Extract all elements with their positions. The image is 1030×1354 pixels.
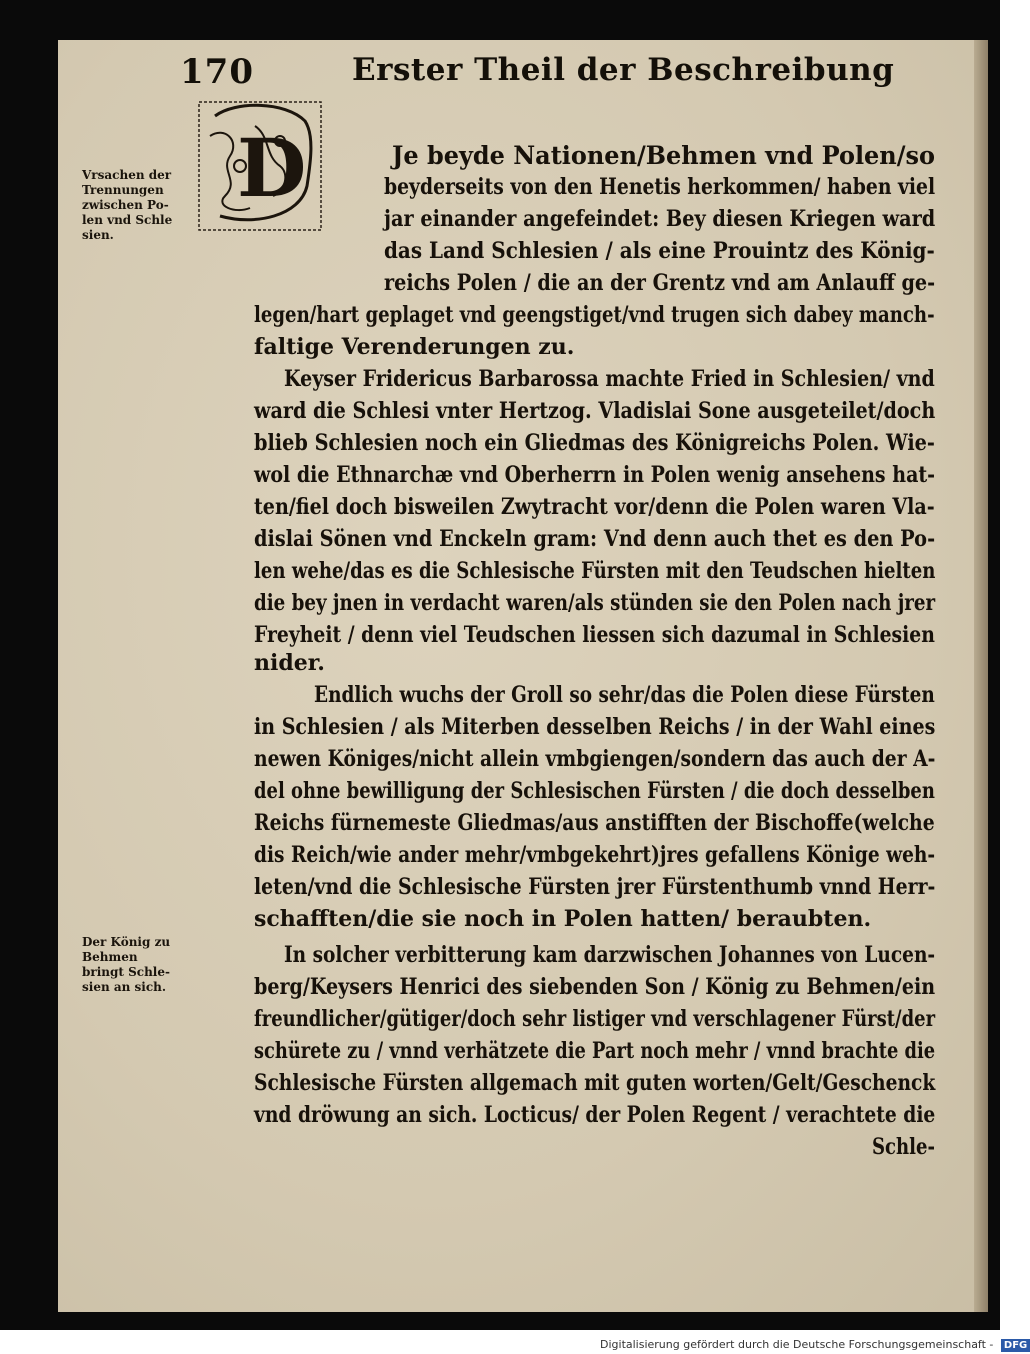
text-line: freundlicher/gütiger/doch sehr listiger vnd verschlagener Fürst/der <box>254 1006 936 1032</box>
text-line: reichs Polen / die an der Grentz vnd am Anlauff ge- <box>384 270 936 296</box>
text-line: leten/vnd die Schlesische Fürsten jrer Fürstenthumb vnnd Herr- <box>254 874 936 900</box>
digitization-footer <box>600 1338 1030 1352</box>
text-line: ward die Schlesi vnter Hertzog. Vladislai Sone ausgeteilet/doch <box>254 398 936 424</box>
margin-note-line: Behmen <box>82 950 138 964</box>
text-line: blieb Schlesien noch ein Gliedmas des Königreichs Polen. Wie- <box>254 430 935 456</box>
margin-note-line: zwischen Po- <box>82 198 169 212</box>
margin-note-line: len vnd Schle <box>82 213 173 227</box>
text-line: faltige Verenderungen zu. <box>254 334 575 360</box>
text-line: dislai Sönen vnd Enckeln gram: Vnd denn auch thet es den Po- <box>254 526 936 552</box>
margin-note-line: sien an sich. <box>82 980 167 994</box>
text-line: schafften/die sie noch in Polen hatten/ beraubten. <box>254 906 872 932</box>
page-header <box>180 48 895 98</box>
text-line: das Land Schlesien / als eine Prouintz des König- <box>384 238 935 264</box>
dfg-logo-icon: DFG <box>1001 1339 1030 1352</box>
text-line: legen/hart geplaget vnd geengstiget/vnd trugen sich dabey manch- <box>254 302 935 328</box>
text-line: del ohne bewilligung der Schlesischen Fürsten / die doch desselben <box>254 778 935 804</box>
text-line: in Schlesien / als Miterben desselben Reichs / in der Wahl eines <box>254 714 936 740</box>
text-line: Schlesische Fürsten allgemach mit guten worten/Gelt/Geschenck <box>254 1070 936 1096</box>
text-line: wol die Ethnarchæ vnd Oberherrn in Polen wenig ansehens hat- <box>254 462 936 488</box>
margin-note-line: Der König zu <box>82 935 171 949</box>
margin-note-king <box>82 935 182 995</box>
text-line: schürete zu / vnnd verhätzete die Part noch mehr / vnnd brachte die <box>254 1038 936 1064</box>
text-line: Endlich wuchs der Groll so sehr/das die Polen diese Fürsten <box>314 682 935 708</box>
text-line: newen Königes/nicht allein vmbgiengen/sondern das auch der A- <box>254 746 936 772</box>
margin-note-line: bringt Schle- <box>82 965 170 979</box>
running-title: Erster Theil der Beschreibung <box>352 52 895 88</box>
text-line: Je beyde Nationen/Behmen vnd Polen/so <box>392 141 935 170</box>
text-line: Freyheit / denn viel Teudschen liessen sich dazumal in Schlesien <box>254 622 935 648</box>
text-line: nider. <box>254 650 325 676</box>
ornament-icon <box>195 96 325 236</box>
text-line: jar einander angefeindet: Bey diesen Kriegen ward <box>384 206 936 232</box>
footer-text: Digitalisierung gefördert durch die Deutsche Forschungsgemeinschaft - <box>600 1338 994 1351</box>
text-line: berg/Keysers Henrici des siebenden Son / König zu Behmen/ein <box>254 974 936 1000</box>
decorated-initial <box>195 96 325 236</box>
text-line: len wehe/das es die Schlesische Fürsten mit den Teudschen hielten <box>254 558 936 584</box>
text-line: Reichs fürnemeste Gliedmas/aus anstifften der Bischoffe(welche <box>254 810 935 836</box>
margin-note-line: Trennungen <box>82 183 164 197</box>
page-edge-shadow <box>974 40 988 1312</box>
text-line: vnd dröwung an sich. Locticus/ der Polen Regent / verachtete die <box>254 1102 936 1128</box>
text-line: dis Reich/wie ander mehr/vmbgekehrt)jres gefallens Könige weh- <box>254 842 936 868</box>
initial-letter: D <box>237 121 307 215</box>
text-line: In solcher verbitterung kam darzwischen Johannes von Lucen- <box>284 942 936 968</box>
margin-note-line: sien. <box>82 228 114 242</box>
margin-note-causes <box>82 168 182 243</box>
text-line: Keyser Fridericus Barbarossa machte Fried in Schlesien/ vnd <box>284 366 935 392</box>
margin-note-line: Vrsachen der <box>82 168 172 182</box>
page-number: 170 <box>180 52 254 92</box>
text-line: beyderseits von den Henetis herkommen/ haben viel <box>384 174 936 200</box>
text-line: ten/fiel doch bisweilen Zwytracht vor/denn die Polen waren Vla- <box>254 494 935 520</box>
text-line: die bey jnen in verdacht waren/als stünden sie den Polen nach jrer <box>254 590 936 616</box>
catchword: Schle- <box>872 1134 936 1160</box>
